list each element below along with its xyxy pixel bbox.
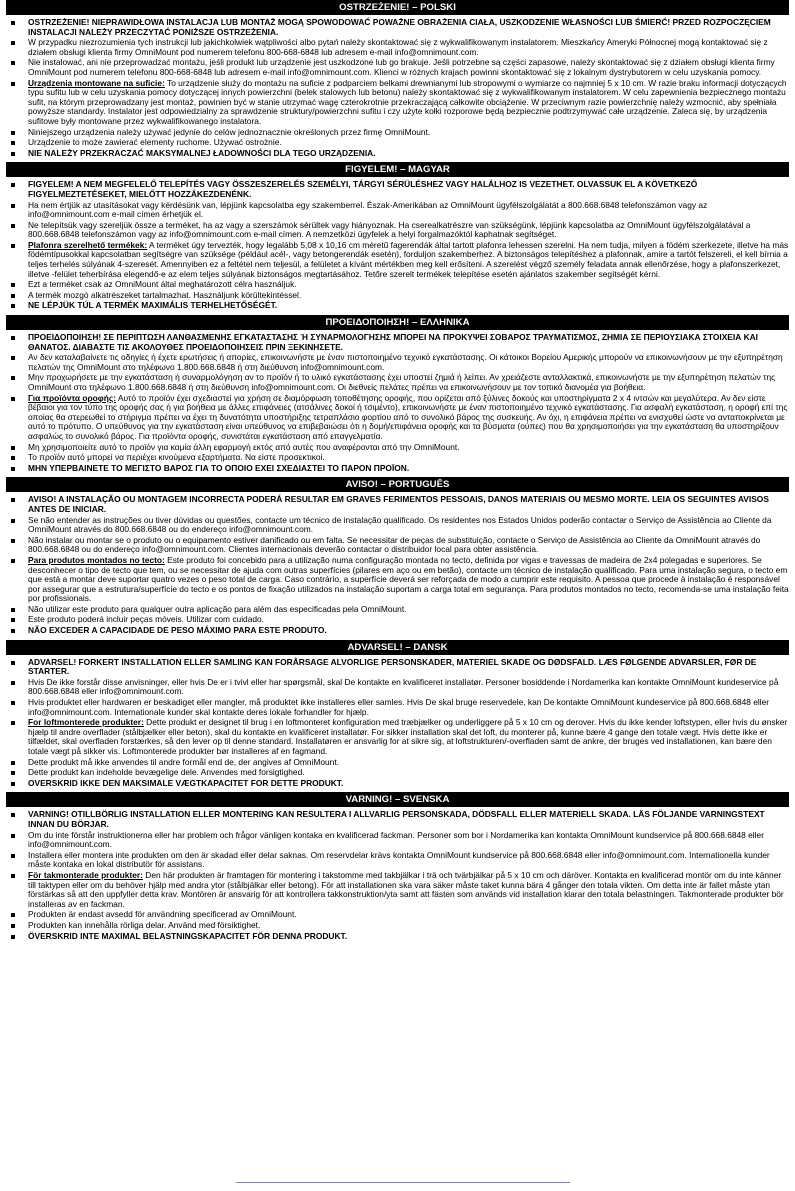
warning-list [6,180,789,311]
item-text: W przypadku niezrozumienia tych instrukcji lub jakichkolwiek wątpliwości albo pytań należy skontaktować się z wykwalifikowanym instalatorem. Mieszkańcy Ameryki Północnej mogą kontaktować się z działem obsługi klienta firmy OmniMount pod numerem telefonu 800-668-6848 lub adresem e-mail info@omnimount.com. [28,37,768,57]
item-lead: Para produtos montados no tecto: [28,554,165,565]
warning-list [6,810,789,941]
warning-item [6,149,789,159]
item-text: Dette produkt må ikke anvendes til andre formål end de, der angives af OmniMount. [28,756,339,767]
warning-item [6,758,789,768]
warning-section [6,162,789,311]
warning-list [6,658,789,789]
warning-item [6,768,789,778]
item-text: Αν δεν καταλαβαίνετε τις οδηγίες ή έχετε ερωτήσεις ή απορίες, επικοινωνήστε με έναν πιστοποιημένο τεχνικό εγκατάστασης. Οι κάτοικοι Βορείου Αμερικής μπορούν να επικοινωνήσουν με την εξυπηρέτηση πελατών της OmniMount στο τηλέφωνο 1.800.668.6848 ή στη διεύθυνση info@omnimount.com. [28,352,783,372]
warning-item [6,18,789,37]
section-title: ΠΡΟΕΙΔΟΠΟΙΗΣΗ! – ΕΛΛΗΝΙΚΑ [6,315,789,330]
warning-item [6,38,789,57]
item-text: A terméket úgy tervezték, hogy legalább 5,08 x 10,16 cm méretű fagerendák által tartott plafonra lehessen szerelni. Ha nem tudja, milyen a födém szerkezete, illetve ha más födémtípusokkal kapcsolatban segítségre van szüksége (például acél-, vagy betongerendák esetén), forduljon szakemberhez. A biztonságos telepítéshez a plafonnak, amire a tartót felszereli, el kell bírnia a teljes terhelés súlyának 4-szeresét. Amennyiben ez a feltétel nem teljesül, a felületet a kívánt mértékben meg kell erősíteni. A szerelést végző személy feladata annak ellenőrzése, hogy a plafonszerkezet, illetve -felület teherbírása elegendő-e az elem teljes súlyának biztonságos megtartásához. Tetőre szerelt termékek telepítése esetén ajánlatos szakember segítségét kérni. [28,239,789,279]
item-text: Não utilizar este produto para qualquer outra aplicação para além das especificadas pela OmniMount. [28,603,407,614]
warning-item [6,678,789,697]
warning-item [6,128,789,138]
item-text: To urządzenie służy do montażu na suficie z podparciem belkami drewnianymi lub stropowymi o wymiarze co najmniej 5 x 10 cm. W razie braku informacji dotyczących typu sufitu lub w celu uzyskania pomocy dotyczącej innych powierzchni (belek stalowych lub betonu) należy skontaktować się z wykwalifikowanym instalatorem. W celu zapewnienia bezpiecznego montażu sufit, na którym przeprowadzany jest montaż, powinien być w stanie utrzymać wagę czterokrotnie przekraczającą całkowite obciążenie. W przeciwnym razie powierzchnię należy wzmocnić, aby spełniała powyższe standardy. Instalator jest odpowiedzialny za sprawdzenie struktury/powierzchni sufitu i czy użyte kołki rozporowe będą bezpiecznie podtrzymywać całe urządzenie. Zaleca się, by urządzenia sufitowe były montowane przez wykwalifikowanego instalatora. [28,77,787,126]
warning-item [6,779,789,789]
item-text: NIE NALEŻY PRZEKRACZAĆ MAKSYMALNEJ ŁADOWNOŚCI DLA TEGO URZĄDZENIA. [28,147,376,158]
warning-section [6,477,789,635]
item-text: NE LÉPJÜK TÚL A TERMÉK MAXIMÁLIS TERHELHETŐSÉGÉT. [28,300,278,311]
warning-item [6,495,789,514]
warning-item [6,871,789,909]
warning-item [6,556,789,604]
warning-item [6,453,789,463]
item-lead: För takmonterade produkter: [28,869,143,880]
warning-item [6,221,789,240]
warning-item [6,698,789,717]
item-lead: Για προϊόντα οροφής: [28,392,117,403]
warning-item [6,810,789,829]
item-text: Om du inte förstår instruktionerna eller har problem och frågor vänligen kontaka en kvalificerad fackman. Personer som bor i Nordamerika kan kontakta OmniMount kundservice på 800.668.6848 eller info@omnimount.com. [28,829,764,850]
section-title: FIGYELEM! – MAGYAR [6,162,789,177]
warning-item [6,373,789,392]
item-text: OVERSKRID IKKE DEN MAKSIMALE VÆGTKAPACITET FOR DETTE PRODUKT. [28,777,344,788]
warning-list [6,495,789,635]
warning-item [6,536,789,555]
warning-item [6,79,789,127]
item-text: Urządzenie to może zawierać elementy ruchome. Używać ostrożnie. [28,137,282,148]
item-text: Den här produkten är framtagen för montering i takstomme med takbjälkar i trä och tvärbjälkar på 5 x 10 cm och däröver. Kontakta en kvalificerad montör om du inte känner till taktypen eller om du behöver hjälp med andra ytor (stålbjälkar eller betong). För att installationen ska vara säker måste taket kunna bära 4 gånger den totala vikten. Om detta inte är fallet måste ytan förstärkas så att den uppfyller detta krav. Montören är ansvarig för att kontrollera takkonstruktion/yta samt att fästen som används vid installation klarar den totala belastningen. Takmonterade produkter bör installeras av en fackman. [28,869,784,909]
item-text: Το προϊόν αυτό μπορεί να περιέχει κινούμενα εξαρτήματα. Να είστε προσεκτικοί. [28,452,325,463]
item-text: ADVARSEL! FORKERT INSTALLATION ELLER SAMLING KAN FORÅRSAGE ALVORLIGE PERSONSKADER, MATERIEL SKADE OG DØDSFALD. LÆS FØLGENDE ADVARSLER, FØR DE STARTER. [28,656,757,677]
item-text: Este produto foi concebido para a utilização numa configuração montada no tecto, definida por vigas e travessas de madeira de 2x4 polegadas e superiores. Se desconhecer o tipo de tecto que tem, ou se necessitar de ajuda com outras superfícies (pilares em aço ou em betão), contacte um técnico de instalação qualificado. Para uma instalação segura, o tecto em que está a montar deve suportar quatro vezes o peso total de carga. Caso contrário, a superfície deverá ser reforçada de modo a cumprir este requisito. A pessoa que procede à instalação é responsável por assegurar que a estrutura/superfície do tecto e os pontos de fixação utilizados na instalação suportam a carga total em segurança. Para produtos montados no tecto, recomenda-se uma instalação feita por profissionais. [28,554,789,604]
footer-rule [236,1182,570,1183]
section-title: VARNING! – SVENSKA [6,792,789,807]
warning-item [6,932,789,942]
section-title: AVISO! – PORTUGUÊS [6,477,789,492]
item-text: Nie instalować, ani nie przeprowadzać montażu, jeśli produkt lub urządzenie jest uszkodzone lub go brakuje. Jeśli potrzebne są części zapasowe, należy skontaktować się z działem obsługi klienta firmy OmniMount pod numerem telefonu 800-668-6848 lub adresem e-mail info@omnimount.com. Klienci w różnych krajach powinni skontaktować się z lokalnym dystrybutorem w celu uzyskania pomocy. [28,57,775,77]
item-text: Αυτό το προϊόν έχει σχεδιαστεί για χρήση σε διαμόρφωση τοποθέτησης οροφής, που ορίζεται από ξύλινες δοκούς και υποστηρίγματα 2 x 4 ιντσών και μεγαλύτερα. Αν δεν είστε βέβαιοι για τον τύπο της οροφής σας ή για βοήθεια με άλλες επιφάνειες (ατσάλινες δοκοί ή τσιμέντο), επικοινωνήστε με έναν πιστοποιημένο τεχνικό εγκατάστασης. Για ασφαλή εγκατάσταση, η οροφή επί της οποίας θα στερεωθεί το στήριγμα πρέπει να έχει τη δυνατότητα υποστήριξης τετραπλάσιο φορτίου από το συνολικό βάρος της συσκευής. Αν όχι, η επιφάνεια πρέπει να ενισχυθεί ώστε να ανταποκρίνεται με αυτό το πρότυπο. Ο υπεύθυνος για την εγκατάσταση είναι υπεύθυνος να επιβεβαιώσει ότι η δομή/επιφάνεια οροφής και τα βύσματα (ούπες) που θα χρησιμοποιήσει για την εγκατάσταση θα υποστηρίξουν ασφαλώς το συνολικό βάρος. Για προϊόντα οροφής, συνιστάται εγκατάσταση από επαγγελματία. [28,392,788,441]
item-text: OSTRZEŻENIE! NIEPRAWIDŁOWA INSTALACJA LUB MONTAŻ MOGĄ SPOWODOWAĆ POWAŻNE OBRAŻENIA CIAŁA, USZKODZENIE WŁASNOŚCI LUB ŚMIERĆ! PRZED ROZPOCZĘCIEM INSTALACJI NALEŻY PRZECZYTAĆ PONIŻSZE OSTRZEŻENIA. [28,17,771,37]
warning-item [6,291,789,301]
warning-item [6,301,789,311]
warning-item [6,831,789,850]
warning-item [6,394,789,442]
item-text: Installera eller montera inte produkten om den är skadad eller delar saknas. Om reservdelar krävs kontakta OmniMount kundservice på 800.668.6848 eller info@omnimount.com. Internationella kunder måste kontaka en lokal distributör för assistans. [28,849,770,870]
item-text: Produkten är endast avsedd för användning specificerad av OmniMount. [28,909,297,920]
item-text: Hvis produktet eller hardwaren er beskadiget eller mangler, må produktet ikke installeres eller samles. Hvis De skal bruge reservedele, kan De kontakte OmniMount kundeservice på 800.668.6848 eller info@omnimount.com. Internationale kunder skal kontakte deres lokale forhandler for hjælp. [28,697,770,717]
section-title: OSTRZEŻENIE! – POLSKI [6,0,789,15]
item-text: Ne telepítsük vagy szereljük össze a terméket, ha az vagy a szerszámok sérültek vagy hiányoznak. Ha cserealkatrészre van szükségünk, lépjünk kapcsolatba az OmniMount ügyfélszolgálatával a 800.668.6848 telefonszámon vagy az info@omnimount.com e-mail címen. A nemzetközi ügyfelek a helyi forgalmazóktól kaphatnak segítséget. [28,219,751,240]
warning-item [6,464,789,474]
warning-item [6,921,789,931]
item-text: Produkten kan innehålla rörliga delar. Använd med försiktighet. [28,919,261,930]
item-lead: Urządzenia montowane na suficie: [28,77,165,88]
item-text: ΜΗΝ ΥΠΕΡΒΑΙΝΕΤΕ ΤΟ ΜΕΓΙΣΤΟ ΒΑΡΟΣ ΓΙΑ ΤΟ ΟΠΟΙΟ ΕΧΕΙ ΣΧΕΔΙΑΣΤΕΙ ΤΟ ΠΑΡΟΝ ΠΡΟΪΟΝ. [28,462,410,473]
warning-section [6,315,789,473]
item-text: FIGYELEM! A NEM MEGFELELŐ TELEPÍTÉS VAGY ÖSSZESZERELÉS SZEMÉLYI, TÁRGYI SÉRÜLÉSHEZ VAGY HALÁLHOZ IS VEZETHET. OLVASSUK EL A KÖVETKEZŐ FIGYELMEZTETÉSEKET, MIELŐTT HOZZÁKEZDENÉNK. [28,179,698,199]
item-lead: For loftmonterede produkter: [28,717,144,728]
item-text: Niniejszego urządzenia należy używać jedynie do celów jednoznacznie określonych przez firmę OmniMount. [28,126,431,137]
warning-item [6,138,789,148]
item-text: ÖVERSKRID INTE MAXIMAL BELASTNINGSKAPACITET FÖR DENNA PRODUKT. [28,930,348,941]
warning-item [6,333,789,352]
item-text: A termék mozgó alkatrészeket tartalmazhat. Használjunk körültekintéssel. [28,289,302,300]
item-text: Ha nem értjük az utasításokat vagy kérdésünk van, lépjünk kapcsolatba egy szakemberrel. Észak-Amerikában az OmniMount ügyfélszolgálatát a 800.668.6848 telefonszámon vagy az info@omnimount.com e-mail címen érhetjük el. [28,199,708,220]
item-text: AVISO! A INSTALAÇÃO OU MONTAGEM INCORRECTA PODERÁ RESULTAR EM GRAVES FERIMENTOS PESSOAIS, DANOS MATERIAIS OU MESMO MORTE. LEIA OS SEGUINTES AVISOS ANTES DE INICIAR. [28,494,769,514]
warning-item [6,201,789,220]
item-text: NÃO EXCEDER A CAPACIDADE DE PESO MÁXIMO PARA ESTE PRODUTO. [28,625,327,636]
warning-item [6,280,789,290]
warning-item [6,605,789,615]
section-title: ADVARSEL! – DANSK [6,640,789,655]
warning-item [6,180,789,199]
warning-item [6,353,789,372]
item-lead: Plafonra szerelhető termékek: [28,239,148,250]
warning-section [6,640,789,789]
item-text: VARNING! OTILLBÖRLIG INSTALLATION ELLER MONTERING KAN RESULTERA I ALLVARLIG PERSONSKADA, DÖDSFALL ELLER MATERIELL SKADA. LÄS FÖLJANDE VARNINGSTEXT INNAN DU BÖRJAR. [28,809,765,829]
item-text: Não instalar ou montar se o produto ou o equipamento estiver danificado ou em falta. Se necessitar de peças de substituição, contacte o Serviço de Assistência ao Cliente da OmniMount através do 800.668.6848 ou do endereço info@omnimount.com. Clientes internacionais deverão contactar o distribuidor local para obter assistência. [28,534,761,555]
item-text: Hvis De ikke forstår disse anvisninger, eller hvis De er i tvivl eller har spørgsmål, skal De kontakte en kvalificeret installatør. Personer bosiddende i Nordamerika kan kontakte OmniMount kundeservice på 800.668.6848 eller info@omnimount.com. [28,676,779,697]
item-text: Ezt a terméket csak az OmniMount által meghatározott célra használjuk. [28,279,297,290]
warning-item [6,910,789,920]
warning-list [6,333,789,473]
warning-item [6,626,789,636]
warning-item [6,241,789,279]
item-text: Μην προχωρήσετε με την εγκατάσταση ή συναρμολόγηση αν το προϊόν ή το υλικό εγκατάστασης έχει υποστεί ζημιά ή λείπει. Αν χρειάζεστε ανταλλακτικά, επικοινωνήστε με την εξυπηρέτηση πελατών της OmniMount στο τηλέφωνο 1.800.668.6848 ή στη διεύθυνση info@omnimount.com. Οι διεθνείς πελάτες πρέπει να επικοινωνήσουν με τον τοπικό διανομέα για βοήθεια. [28,372,776,392]
warning-item [6,516,789,535]
warning-item [6,851,789,870]
item-text: Este produto poderá incluir peças móveis. Utilizar com cuidado. [28,614,265,625]
warnings-document [6,0,789,945]
warning-item [6,658,789,677]
warning-item [6,718,789,756]
warning-item [6,58,789,77]
warning-item [6,615,789,625]
warning-section [6,792,789,941]
item-text: Dette produkt kan indeholde bevægelige dele. Anvendes med forsigtighed. [28,767,305,778]
item-text: Μη χρησιμοποιείτε αυτό το προϊόν για καμία άλλη εφαρμογή εκτός από αυτές που αναφέρονται από την OmniMount. [28,441,460,452]
warning-item [6,443,789,453]
warning-section [6,0,789,158]
item-text: Se não entender as instruções ou tiver dúvidas ou questões, contacte um técnico de instalação qualificado. Os residentes nos Estados Unidos poderão contactar o Serviço de Assistência ao Cliente da OmniMount através do 800.668.6848 ou do endereço info@omnimount.com. [28,514,772,535]
warning-list [6,18,789,158]
item-text: ΠΡΟΕΙΔΟΠΟΙΗΣΗ! ΣΕ ΠΕΡΙΠΤΩΣΗ ΛΑΝΘΑΣΜΕΝΗΣ ΕΓΚΑΤΑΣΤΑΣΗΣ Ή ΣΥΝΑΡΜΟΛΟΓΗΣΗΣ ΜΠΟΡΕΙ ΝΑ ΠΡΟΚΥΨΕΙ ΣΟΒΑΡΟΣ ΤΡΑΥΜΑΤΙΣΜΟΣ, ΖΗΜΙΑ ΣΕ ΠΕΡΙΟΥΣΙΑΚΑ ΣΤΟΙΧΕΙΑ ΚΑΙ ΘΑΝΑΤΟΣ. ΔΙΑΒΑΣΤΕ ΤΙΣ ΑΚΟΛΟΥΘΕΣ ΠΡΟΕΙΔΟΠΟΙΗΣΕΙΣ ΠΡΙΝ ΞΕΚΙΝΗΣΕΤΕ. [28,332,759,352]
item-text: Dette produkt er designet til brug i en loftmonteret konfiguration med træbjælker og underliggere på 5 x 10 cm og derover. Hvis du ikke kender loftstypen, eller hvis du ønsker hjælp til andre overflader (stålbjælker eller beton), skal du kontakte en kvalificeret installatør. For sikker installation skal det loft, du monterer på, kunne bære 4 gange den totale vægt. Hvis dette ikke er tilfældet, skal overfladen forstærkes, så den lever op til denne standard. Installatøren er ansvarlig for at sikre sig, at loftstrukturen/-overfladen samt de ankre, der bruges ved installationen, kan bære den totale vægt på sikker vis. Loftmonterede produkter bør installeres af en fagmand. [28,717,788,756]
sections-container [6,0,789,941]
